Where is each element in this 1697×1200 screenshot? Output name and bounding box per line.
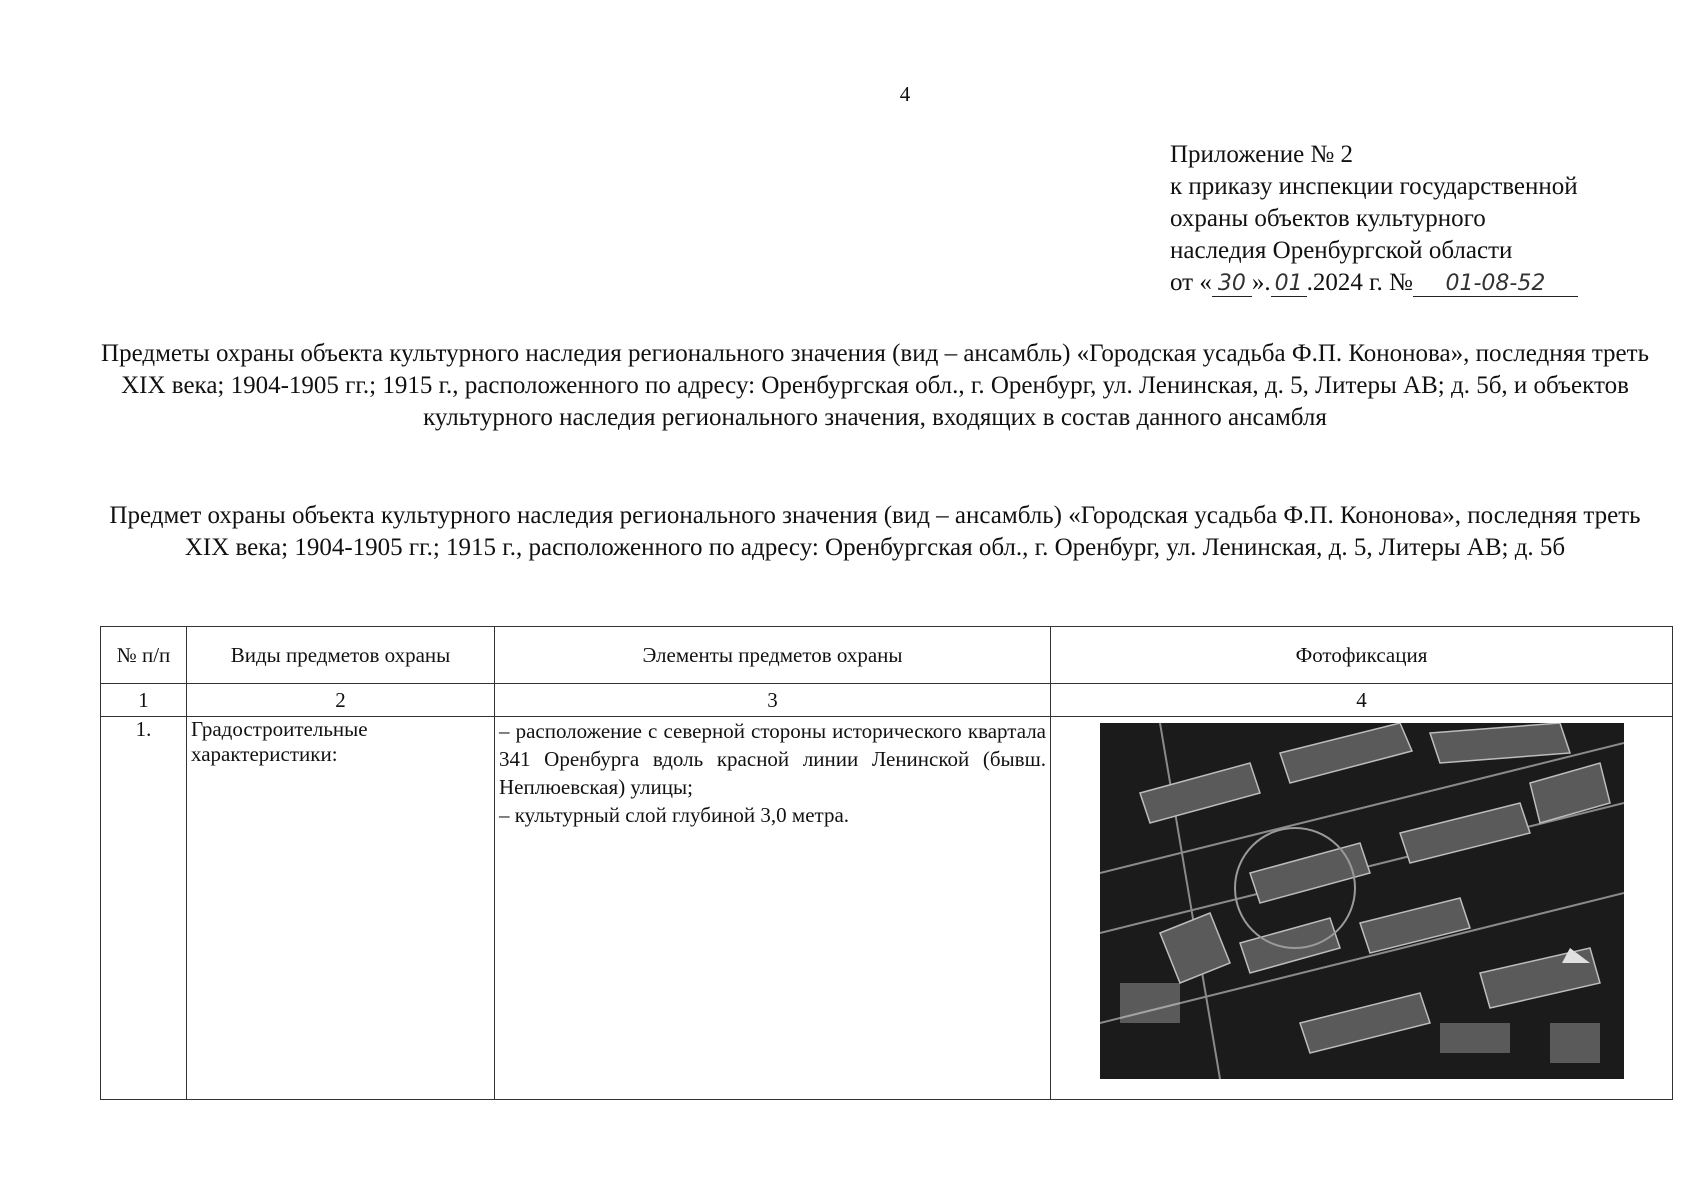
row-number: 1. <box>101 717 187 1100</box>
protection-table <box>100 626 1673 1100</box>
handwritten-day: 30 <box>1212 272 1252 297</box>
handwritten-month: 01 <box>1271 272 1307 297</box>
header-cell-photo: Фотофиксация <box>1051 627 1673 684</box>
page-number: 4 <box>899 82 911 106</box>
aerial-photo <box>1100 723 1624 1079</box>
table-row <box>101 717 1673 1100</box>
header-cell-number: № п/п <box>101 627 187 684</box>
appendix-line: к приказу инспекции государственной <box>1170 173 1578 200</box>
document-subtitle: Предмет охраны объекта культурного наследия регионального значения (вид – ансамбль) «Городская усадьба Ф.П. Кононова», последняя треть XIX века; 1904-1905 гг.; 1915 г., расположенного по адресу: Оренбургская обл., г. Оренбург, ул. Ленинская, д. 5, Литеры АВ; д. 5б <box>109 502 1641 561</box>
date-prefix: от « <box>1170 269 1212 296</box>
element-item: – культурный слой глубиной 3,0 метра. <box>499 803 850 827</box>
element-item: – расположение с северной стороны исторического квартала 341 Оренбурга вдоль красной линии Ленинской (бывш. Неплюевская) улицы; <box>499 719 1046 799</box>
column-number: 1 <box>101 684 187 717</box>
column-number: 2 <box>187 684 495 717</box>
column-number: 4 <box>1051 684 1673 717</box>
row-elements <box>495 717 1051 1100</box>
table-header-row <box>101 627 1673 684</box>
header-cell-type: Виды предметов охраны <box>187 627 495 684</box>
appendix-line: охраны объектов культурного <box>1170 205 1486 232</box>
appendix-date-line <box>1170 267 1670 299</box>
row-photo <box>1051 717 1673 1100</box>
appendix-line: наследия Оренбургской области <box>1170 237 1513 264</box>
column-number: 3 <box>495 684 1051 717</box>
row-type: Градостроительные характеристики: <box>187 717 495 1100</box>
header-cell-elements: Элементы предметов охраны <box>495 627 1051 684</box>
appendix-block <box>1170 139 1670 299</box>
column-number-row <box>101 684 1673 717</box>
document-title: Предметы охраны объекта культурного наследия регионального значения (вид – ансамбль) «Городская усадьба Ф.П. Кононова», последняя треть XIX века; 1904-1905 гг.; 1915 г., расположенного по адресу: Оренбургская обл., г. Оренбург, ул. Ленинская, д. 5, Литеры АВ; д. 5б, и объектов культурного наследия регионального значения, входящих в состав данного ансамбля <box>101 340 1649 431</box>
date-separator: ». <box>1251 269 1271 296</box>
date-year: .2024 г. № <box>1306 269 1413 296</box>
handwritten-order-number: 01-08-52 <box>1413 272 1578 297</box>
appendix-line: Приложение № 2 <box>1170 141 1354 168</box>
